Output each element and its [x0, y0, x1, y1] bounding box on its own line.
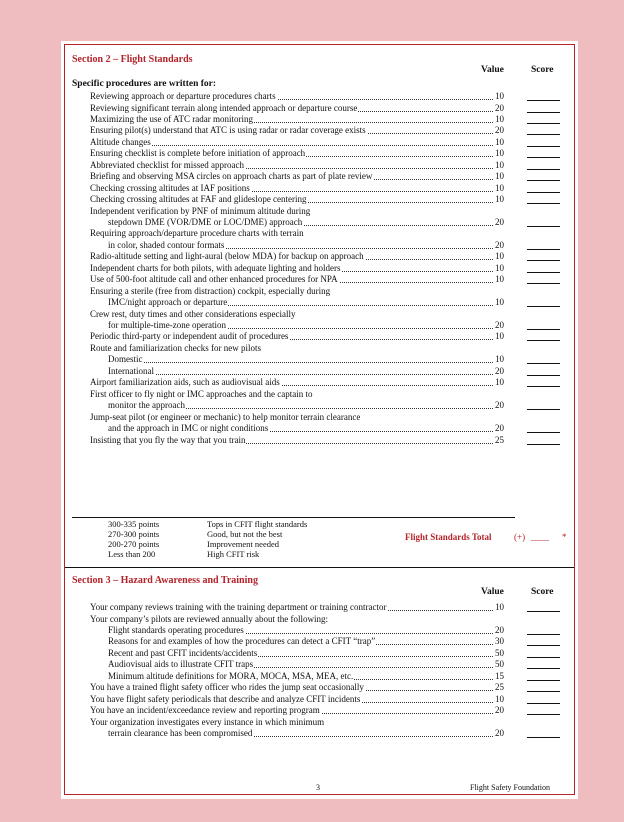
- document-page: [61, 41, 578, 799]
- checklist-row: [61, 217, 578, 228]
- item-value: 20: [495, 366, 509, 377]
- score-blank[interactable]: [527, 160, 560, 170]
- section2-title: Section 2 – Flight Standards: [72, 54, 193, 65]
- item-value: 15: [495, 671, 509, 682]
- item-value: 20: [495, 705, 509, 716]
- item-value: 10: [495, 377, 509, 388]
- score-blank[interactable]: [527, 148, 560, 158]
- score-blank[interactable]: [527, 377, 560, 387]
- score-blank[interactable]: [527, 636, 560, 646]
- item-label: Ensuring checklist is complete before initiation of approach: [90, 148, 306, 159]
- checklist-row: [61, 297, 578, 308]
- item-label: Crew rest, duty times and other considerations especially: [90, 308, 296, 319]
- footer-publisher: Flight Safety Foundation: [470, 783, 550, 792]
- checklist-row: [61, 137, 578, 148]
- checklist-row: [61, 251, 578, 262]
- legend-meaning: High CFIT risk: [207, 549, 260, 559]
- item-value: 10: [495, 263, 509, 274]
- item-value: 10: [495, 171, 509, 182]
- section2-value-header: Value: [481, 65, 504, 75]
- item-label: Reviewing approach or departure procedures charts: [90, 91, 276, 101]
- item-label: monitor the approach: [108, 400, 185, 411]
- item-label: in color, shaded contour formats: [108, 239, 225, 250]
- item-label: Use of 500-foot altitude call and other enhanced procedures for NPA: [90, 274, 338, 285]
- score-blank[interactable]: [527, 125, 560, 135]
- item-label: Recent and past CFIT incidents/accidents: [108, 647, 258, 658]
- leader-dots: [108, 354, 493, 363]
- item-label: Your company reviews training with the training department or training contractor: [90, 602, 387, 612]
- checklist-row: [61, 148, 578, 159]
- item-value: 20: [495, 625, 509, 636]
- checklist-row: [61, 389, 578, 400]
- item-label: You have an incident/exceedance review and reporting program: [90, 705, 320, 716]
- checklist-row: [61, 717, 578, 728]
- item-label: Domestic: [108, 354, 143, 365]
- item-value: 30: [495, 636, 509, 647]
- item-value: 20: [495, 240, 509, 251]
- score-blank[interactable]: [527, 705, 560, 715]
- legend-meaning: Good, but not the best: [207, 529, 283, 539]
- item-value: 10: [495, 694, 509, 705]
- item-value: 50: [495, 648, 509, 659]
- item-label: IMC/night approach or departure: [108, 297, 228, 308]
- score-blank[interactable]: [527, 91, 560, 101]
- checklist-row: [61, 366, 578, 377]
- section3-score-header: Score: [531, 587, 554, 597]
- checklist-row: [61, 103, 578, 114]
- checklist-row: [61, 354, 578, 365]
- item-label: First officer to fly night or IMC approaches and the captain to: [90, 388, 313, 399]
- legend-range: 270-300 points: [108, 529, 160, 539]
- checklist-row: [61, 705, 578, 716]
- score-blank[interactable]: [527, 194, 560, 204]
- checklist-row: [61, 114, 578, 125]
- checklist-row: [61, 435, 578, 446]
- checklist-row: [61, 171, 578, 182]
- score-blank[interactable]: [527, 423, 560, 433]
- checklist-row: [61, 125, 578, 136]
- item-value: 20: [495, 423, 509, 434]
- item-value: 10: [495, 331, 509, 342]
- score-blank[interactable]: [527, 251, 560, 261]
- item-label: International: [108, 365, 154, 376]
- checklist-row: [61, 183, 578, 194]
- score-blank[interactable]: [527, 400, 560, 410]
- page-number: 3: [316, 783, 320, 792]
- checklist-row: [61, 377, 578, 388]
- item-value: 20: [495, 103, 509, 114]
- checklist-row: [61, 194, 578, 205]
- score-blank[interactable]: [527, 694, 560, 704]
- item-label: terrain clearance has been compromised: [108, 728, 253, 738]
- checklist-row: [61, 320, 578, 331]
- score-blank[interactable]: [527, 659, 560, 669]
- checklist-row: [61, 412, 578, 423]
- item-value: 25: [495, 682, 509, 693]
- item-label: You have flight safety periodicals that describe and analyze CFIT incidents: [90, 693, 361, 704]
- score-blank[interactable]: [527, 171, 560, 181]
- score-blank[interactable]: [527, 682, 560, 692]
- checklist-row: [61, 614, 578, 625]
- item-label: Audiovisual aids to illustrate CFIT traps: [108, 659, 254, 670]
- checklist-row: [61, 423, 578, 434]
- item-value: 20: [495, 217, 509, 228]
- legend-meaning: Tops in CFIT flight standards: [207, 519, 308, 529]
- item-value: 10: [495, 354, 509, 365]
- item-label: You have a trained flight safety officer who rides the jump seat occasionally: [90, 682, 364, 693]
- item-value: 20: [495, 400, 509, 411]
- score-blank[interactable]: [527, 297, 560, 307]
- item-label: Maximizing the use of ATC radar monitoring: [90, 113, 253, 124]
- checklist-row: [61, 671, 578, 682]
- checklist-row: [61, 160, 578, 171]
- checklist-row: [61, 91, 578, 102]
- checklist-row: [61, 694, 578, 705]
- score-blank[interactable]: [527, 114, 560, 124]
- score-blank[interactable]: [527, 602, 560, 612]
- score-blank[interactable]: [527, 183, 560, 193]
- leader-dots: [108, 366, 493, 375]
- item-value: 10: [495, 251, 509, 262]
- checklist-row: [61, 728, 578, 739]
- section3-title: Section 3 – Hazard Awareness and Training: [72, 575, 258, 586]
- legend-range: 200-270 points: [108, 539, 160, 549]
- item-label: Your company’s pilots are reviewed annually about the following:: [90, 613, 329, 624]
- item-value: 20: [495, 125, 509, 136]
- section2-score-header: Score: [531, 65, 554, 75]
- item-label: for multiple-time-zone operation: [108, 320, 226, 330]
- score-blank[interactable]: [527, 331, 560, 341]
- item-label: Requiring approach/departure procedure charts with terrain: [90, 228, 304, 239]
- item-label: Airport familiarization aids, such as audiovisual aids: [90, 377, 280, 388]
- score-blank[interactable]: [527, 240, 560, 250]
- item-label: Altitude changes: [90, 136, 151, 147]
- item-label: Ensuring a sterile (free from distraction) cockpit, especially during: [90, 285, 331, 296]
- score-blank[interactable]: [527, 625, 560, 635]
- item-value: 10: [495, 114, 509, 125]
- score-blank[interactable]: [527, 728, 560, 738]
- section3-value-header: Value: [481, 587, 504, 597]
- checklist-row: [61, 286, 578, 297]
- checklist-row: [61, 206, 578, 217]
- item-label: Checking crossing altitudes at IAF positions: [90, 182, 250, 193]
- checklist-row: [61, 682, 578, 693]
- checklist-row: [61, 625, 578, 636]
- item-label: and the approach in IMC or night conditions: [108, 423, 269, 433]
- checklist-row: [61, 648, 578, 659]
- checklist-row: [61, 602, 578, 613]
- legend-range: 300-335 points: [108, 519, 160, 529]
- checklist-row: [61, 263, 578, 274]
- section-divider: [65, 567, 574, 568]
- checklist-row: [61, 343, 578, 354]
- score-blank[interactable]: [527, 354, 560, 364]
- item-value: 10: [495, 194, 509, 205]
- total-sign: (+): [514, 532, 526, 542]
- total-asterisk: *: [562, 532, 567, 542]
- checklist-row: [61, 659, 578, 670]
- item-label: Periodic third-party or independent audit of procedures: [90, 331, 289, 342]
- item-label: Radio-altitude setting and light-aural (below MDA) for backup on approach: [90, 251, 364, 262]
- item-value: 20: [495, 320, 509, 331]
- item-value: 10: [495, 148, 509, 159]
- item-label: Independent verification by PNF of minimum altitude during: [90, 205, 311, 216]
- item-label: Reasons for and examples of how the procedures can detect a CFIT “trap”: [108, 636, 376, 647]
- item-label: Reviewing significant terrain along intended approach or departure course: [90, 102, 358, 113]
- score-blank[interactable]: [527, 103, 560, 113]
- item-value: 10: [495, 137, 509, 148]
- item-label: Ensuring pilot(s) understand that ATC is using radar or radar coverage exists: [90, 125, 366, 136]
- item-label: Independent charts for both pilots, with adequate lighting and holders: [90, 262, 341, 273]
- item-label: Abbreviated checklist for missed approach: [90, 159, 244, 170]
- item-label: Briefing and observing MSA circles on approach charts as part of plate review: [90, 171, 373, 182]
- item-value: 50: [495, 659, 509, 670]
- checklist-row: [61, 309, 578, 320]
- score-blank[interactable]: [527, 263, 560, 273]
- legend-meaning: Improvement needed: [207, 539, 279, 549]
- checklist-row: [61, 400, 578, 411]
- item-label: Checking crossing altitudes at FAF and glideslope centering: [90, 194, 307, 204]
- item-value: 10: [495, 183, 509, 194]
- item-label: Flight standards operating procedures: [108, 624, 244, 635]
- item-label: stepdown DME (VOR/DME or LOC/DME) approach: [108, 216, 303, 227]
- total-blank: ____: [531, 532, 549, 542]
- item-value: 10: [495, 160, 509, 171]
- score-blank[interactable]: [527, 648, 560, 658]
- checklist-row: [61, 274, 578, 285]
- flight-standards-total-label: Flight Standards Total: [405, 532, 492, 542]
- checklist-row: [61, 636, 578, 647]
- item-value: 10: [495, 297, 509, 308]
- score-blank[interactable]: [527, 137, 560, 147]
- item-value: 10: [495, 274, 509, 285]
- item-label: Minimum altitude definitions for MORA, MOCA, MSA, MEA, etc.: [108, 670, 354, 681]
- checklist-row: [61, 228, 578, 239]
- checklist-row: [61, 240, 578, 251]
- item-label: Insisting that you fly the way that you train: [90, 434, 246, 445]
- score-blank[interactable]: [527, 435, 560, 445]
- score-blank[interactable]: [527, 366, 560, 376]
- item-value: 10: [495, 91, 509, 102]
- item-value: 20: [495, 728, 509, 739]
- score-blank[interactable]: [527, 217, 560, 227]
- legend-range: Less than 200: [108, 549, 156, 559]
- score-blank[interactable]: [527, 320, 560, 330]
- section2-intro: Specific procedures are written for:: [72, 79, 217, 89]
- checklist-row: [61, 331, 578, 342]
- section2-divider: [72, 517, 515, 518]
- item-label: Your organization investigates every instance in which minimum: [90, 716, 325, 727]
- score-blank[interactable]: [527, 671, 560, 681]
- item-value: 10: [495, 602, 509, 613]
- item-value: 25: [495, 435, 509, 446]
- score-blank[interactable]: [527, 274, 560, 284]
- item-label: Jump-seat pilot (or engineer or mechanic) to help monitor terrain clearance: [90, 411, 361, 422]
- item-label: Route and familiarization checks for new pilots: [90, 342, 261, 353]
